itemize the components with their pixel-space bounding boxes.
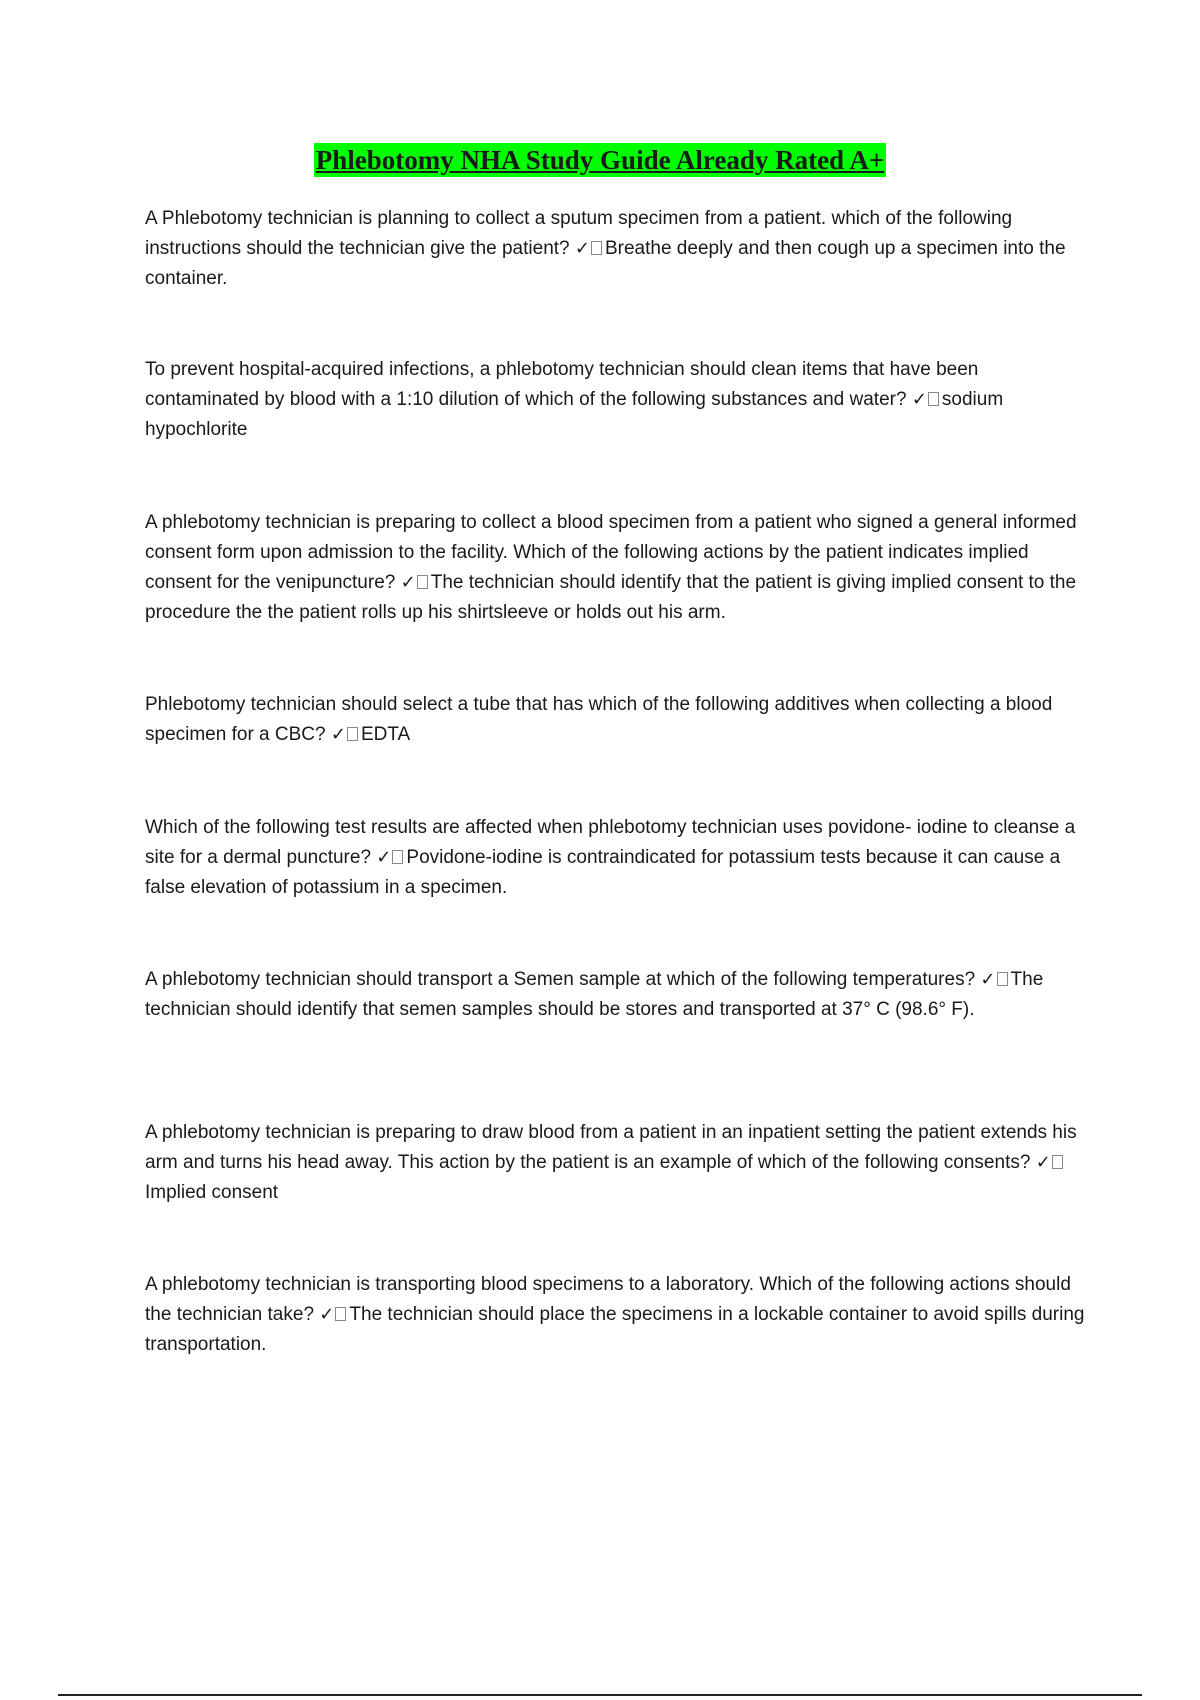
question-text: Phlebotomy technician should select a tube that has which of the following additives when collecting a blood specimen for a CBC? — [145, 694, 1053, 745]
question-text: A phlebotomy technician is preparing to collect a blood specimen from a patient who signed a general informed consent form upon admission to the facility. Which of the following actions by the patient indicates implied consent for the venipuncture? — [145, 512, 1077, 593]
check-icon: ✓ — [1035, 1152, 1051, 1173]
document-title: Phlebotomy NHA Study Guide Already Rated A+ — [315, 145, 885, 175]
qa-item — [145, 508, 1090, 628]
answer-text: Breathe deeply and then cough up a specimen into the container. — [145, 238, 1066, 289]
checkbox-glyph-icon — [347, 727, 358, 741]
qa-item — [145, 813, 1090, 903]
question-text: Which of the following test results are affected when phlebotomy technician uses povidone- iodine to cleanse a site for a dermal puncture? — [145, 817, 1076, 868]
checkbox-glyph-icon — [928, 392, 939, 406]
answer-text: sodium hypochlorite — [145, 389, 1004, 440]
qa-item — [145, 965, 1090, 1025]
qa-item — [145, 1270, 1090, 1360]
title-container — [0, 143, 1200, 177]
question-text: A phlebotomy technician is transporting blood specimens to a laboratory. Which of the following actions should the technician take? — [145, 1274, 1071, 1325]
qa-item — [145, 690, 1090, 750]
answer-text: The technician should place the specimens in a lockable container to avoid spills during transportation. — [145, 1304, 1085, 1355]
question-text: A phlebotomy technician should transport a Semen sample at which of the following temperatures? — [145, 969, 976, 990]
checkbox-glyph-icon — [392, 850, 403, 864]
check-icon: ✓ — [400, 572, 416, 593]
question-text: A Phlebotomy technician is planning to collect a sputum specimen from a patient. which of the following instructions should the technician give the patient? — [145, 208, 1013, 259]
check-icon: ✓ — [376, 847, 392, 868]
checkbox-glyph-icon — [1052, 1155, 1063, 1169]
answer-text: The technician should identify that semen samples should be stores and transported at 37° C (98.6° F). — [145, 969, 1044, 1020]
footer-divider — [58, 1694, 1142, 1696]
answer-text: Povidone-iodine is contraindicated for potassium tests because it can cause a false elevation of potassium in a specimen. — [145, 847, 1061, 898]
check-icon: ✓ — [330, 724, 346, 745]
check-icon: ✓ — [574, 238, 590, 259]
qa-item — [145, 1118, 1090, 1208]
question-text: To prevent hospital-acquired infections, a phlebotomy technician should clean items that have been contaminated by blood with a 1:10 dilution of which of the following substances and water? — [145, 359, 979, 410]
check-icon: ✓ — [980, 969, 996, 990]
check-icon: ✓ — [911, 389, 927, 410]
answer-text: EDTA — [360, 724, 411, 745]
check-icon: ✓ — [319, 1304, 335, 1325]
answer-text: The technician should identify that the patient is giving implied consent to the procedure the the patient rolls up his shirtsleeve or holds out his arm. — [145, 572, 1077, 623]
checkbox-glyph-icon — [591, 241, 602, 255]
question-text: A phlebotomy technician is preparing to draw blood from a patient in an inpatient setting the patient extends his arm and turns his head away. This action by the patient is an example of which of the following consents? — [145, 1122, 1077, 1173]
qa-item — [145, 204, 1090, 294]
qa-item — [145, 355, 1090, 445]
checkbox-glyph-icon — [335, 1307, 346, 1321]
checkbox-glyph-icon — [997, 972, 1008, 986]
checkbox-glyph-icon — [417, 575, 428, 589]
answer-text: Implied consent — [145, 1182, 279, 1203]
